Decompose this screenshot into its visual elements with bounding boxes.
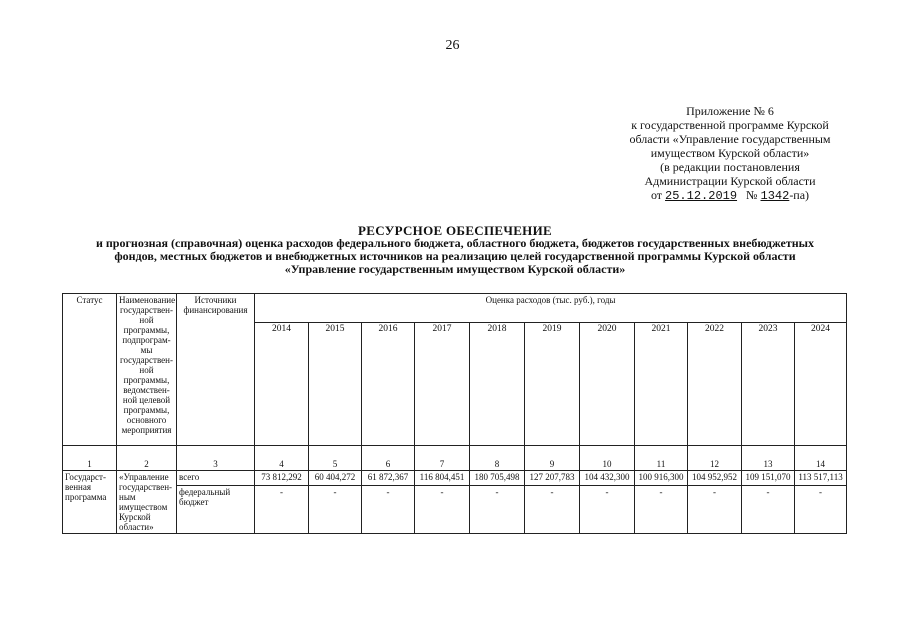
header-year: 2014 — [255, 323, 309, 446]
document-subtitle: «Управление государственным имуществом Курской области» — [284, 262, 626, 276]
row-value: 100 916,300 — [635, 471, 688, 486]
appendix-date-line — [600, 188, 860, 203]
column-number: 11 — [635, 446, 688, 471]
appendix-line: (в редакции постановления — [660, 160, 800, 174]
header-year: 2019 — [525, 323, 580, 446]
row-value: 104 952,952 — [688, 471, 742, 486]
row-value: - — [362, 486, 415, 534]
column-number: 5 — [309, 446, 362, 471]
row-value: - — [470, 486, 525, 534]
document-title: РЕСУРСНОЕ ОБЕСПЕЧЕНИЕ — [358, 223, 552, 238]
appendix-line: Администрации Курской области — [644, 174, 816, 188]
column-number: 6 — [362, 446, 415, 471]
appendix-line: Приложение № 6 — [686, 104, 774, 118]
row-value: 61 872,367 — [362, 471, 415, 486]
row-value: - — [415, 486, 470, 534]
header-year: 2016 — [362, 323, 415, 446]
row-value: 73 812,292 — [255, 471, 309, 486]
row-value: - — [309, 486, 362, 534]
column-number: 12 — [688, 446, 742, 471]
row-name: «Управление государствен-ным имуществом Курской области» — [117, 471, 177, 534]
row-status: Государст-венная программа — [63, 471, 117, 534]
header-sources: Источники финансирования — [177, 294, 255, 446]
document-subtitle: и прогнозная (справочная) оценка расходов федерального бюджета, областного бюджета, бюджетов государственных внебюджетных — [95, 236, 815, 250]
row-value: - — [742, 486, 795, 534]
row-source: федеральный бюджет — [177, 486, 255, 534]
column-number: 1 — [63, 446, 117, 471]
column-number: 8 — [470, 446, 525, 471]
column-number: 7 — [415, 446, 470, 471]
header-name: Наименование государствен-ной программы, подпрограм-мы государствен-ной программы, ведомствен-ной целевой программы, основного мероприятия — [117, 294, 177, 446]
row-value: 127 207,783 — [525, 471, 580, 486]
resource-table — [62, 293, 847, 534]
column-number: 13 — [742, 446, 795, 471]
appendix-line: области «Управление государственным — [629, 132, 831, 146]
appendix-line: имуществом Курской области» — [650, 146, 810, 160]
table-row — [63, 486, 847, 534]
header-year: 2018 — [470, 323, 525, 446]
column-number-row — [63, 446, 847, 471]
row-value: 104 432,300 — [580, 471, 635, 486]
column-number: 10 — [580, 446, 635, 471]
row-value: 180 705,498 — [470, 471, 525, 486]
date-value: 25.12.2019 — [665, 189, 738, 203]
document-subtitle: фондов, местных бюджетов и внебюджетных источников на реализацию целей государственной программы Курской области — [114, 249, 796, 263]
header-year: 2015 — [309, 323, 362, 446]
row-value: - — [525, 486, 580, 534]
date-prefix: от — [650, 188, 663, 202]
number-prefix: № — [746, 188, 758, 202]
row-value: - — [580, 486, 635, 534]
header-year: 2020 — [580, 323, 635, 446]
table-row — [63, 471, 847, 486]
row-value: 113 517,113 — [795, 471, 847, 486]
row-value: - — [688, 486, 742, 534]
header-status: Статус — [63, 294, 117, 446]
column-number: 3 — [177, 446, 255, 471]
row-source: всего — [177, 471, 255, 486]
row-value: - — [635, 486, 688, 534]
appendix-block — [600, 104, 860, 203]
row-value: 116 804,451 — [415, 471, 470, 486]
number-value: 1342 — [760, 189, 790, 203]
header-year: 2023 — [742, 323, 795, 446]
header-year: 2021 — [635, 323, 688, 446]
column-number: 4 — [255, 446, 309, 471]
header-year: 2024 — [795, 323, 847, 446]
appendix-line: к государственной программе Курской — [631, 118, 829, 132]
column-number: 9 — [525, 446, 580, 471]
header-year: 2017 — [415, 323, 470, 446]
row-value: - — [255, 486, 309, 534]
column-number: 14 — [795, 446, 847, 471]
document-heading — [40, 224, 870, 276]
column-number: 2 — [117, 446, 177, 471]
table-header-row — [63, 294, 847, 323]
page-number: 26 — [445, 38, 460, 53]
row-value: - — [795, 486, 847, 534]
row-value: 60 404,272 — [309, 471, 362, 486]
header-year: 2022 — [688, 323, 742, 446]
header-estimate: Оценка расходов (тыс. руб.), годы — [255, 294, 847, 323]
number-suffix: -па) — [789, 188, 810, 202]
row-value: 109 151,070 — [742, 471, 795, 486]
